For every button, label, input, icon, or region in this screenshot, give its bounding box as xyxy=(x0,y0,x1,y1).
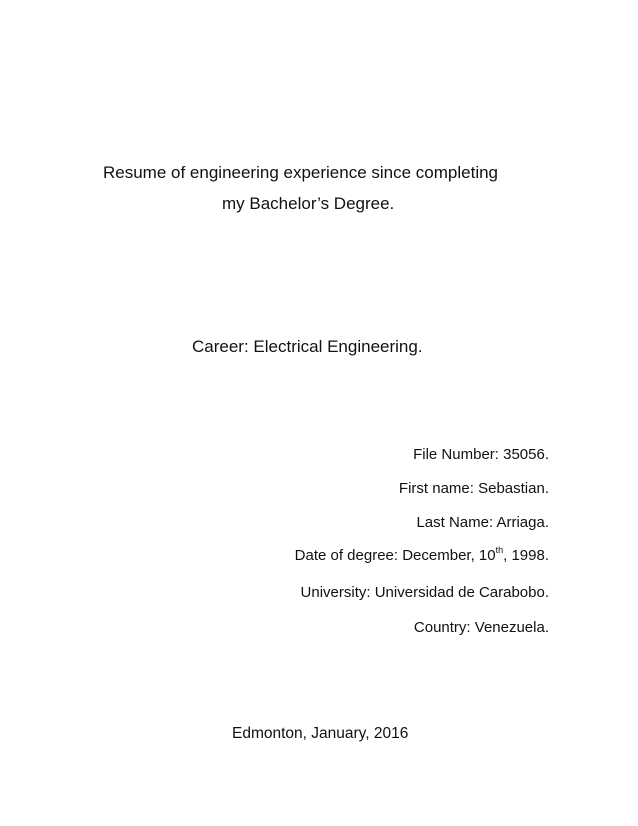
date-of-degree-line xyxy=(294,545,549,564)
last-name-line: Last Name: Arriaga. xyxy=(416,514,549,531)
date-ordinal-suffix: th xyxy=(495,545,504,555)
date-of-degree-suffix: , 1998. xyxy=(503,547,549,564)
date-of-degree-prefix: Date of degree: December, 10 xyxy=(294,547,496,564)
file-number-line: File Number: 35056. xyxy=(413,446,549,463)
title-line-2: my Bachelor’s Degree. xyxy=(222,194,395,213)
career-line: Career: Electrical Engineering. xyxy=(192,337,423,356)
first-name-line: First name: Sebastian. xyxy=(398,480,549,497)
place-date-line: Edmonton, January, 2016 xyxy=(232,725,409,742)
country-line: Country: Venezuela. xyxy=(413,619,549,636)
university-line: University: Universidad de Carabobo. xyxy=(300,584,549,601)
title-line-1: Resume of engineering experience since completing xyxy=(103,163,499,182)
